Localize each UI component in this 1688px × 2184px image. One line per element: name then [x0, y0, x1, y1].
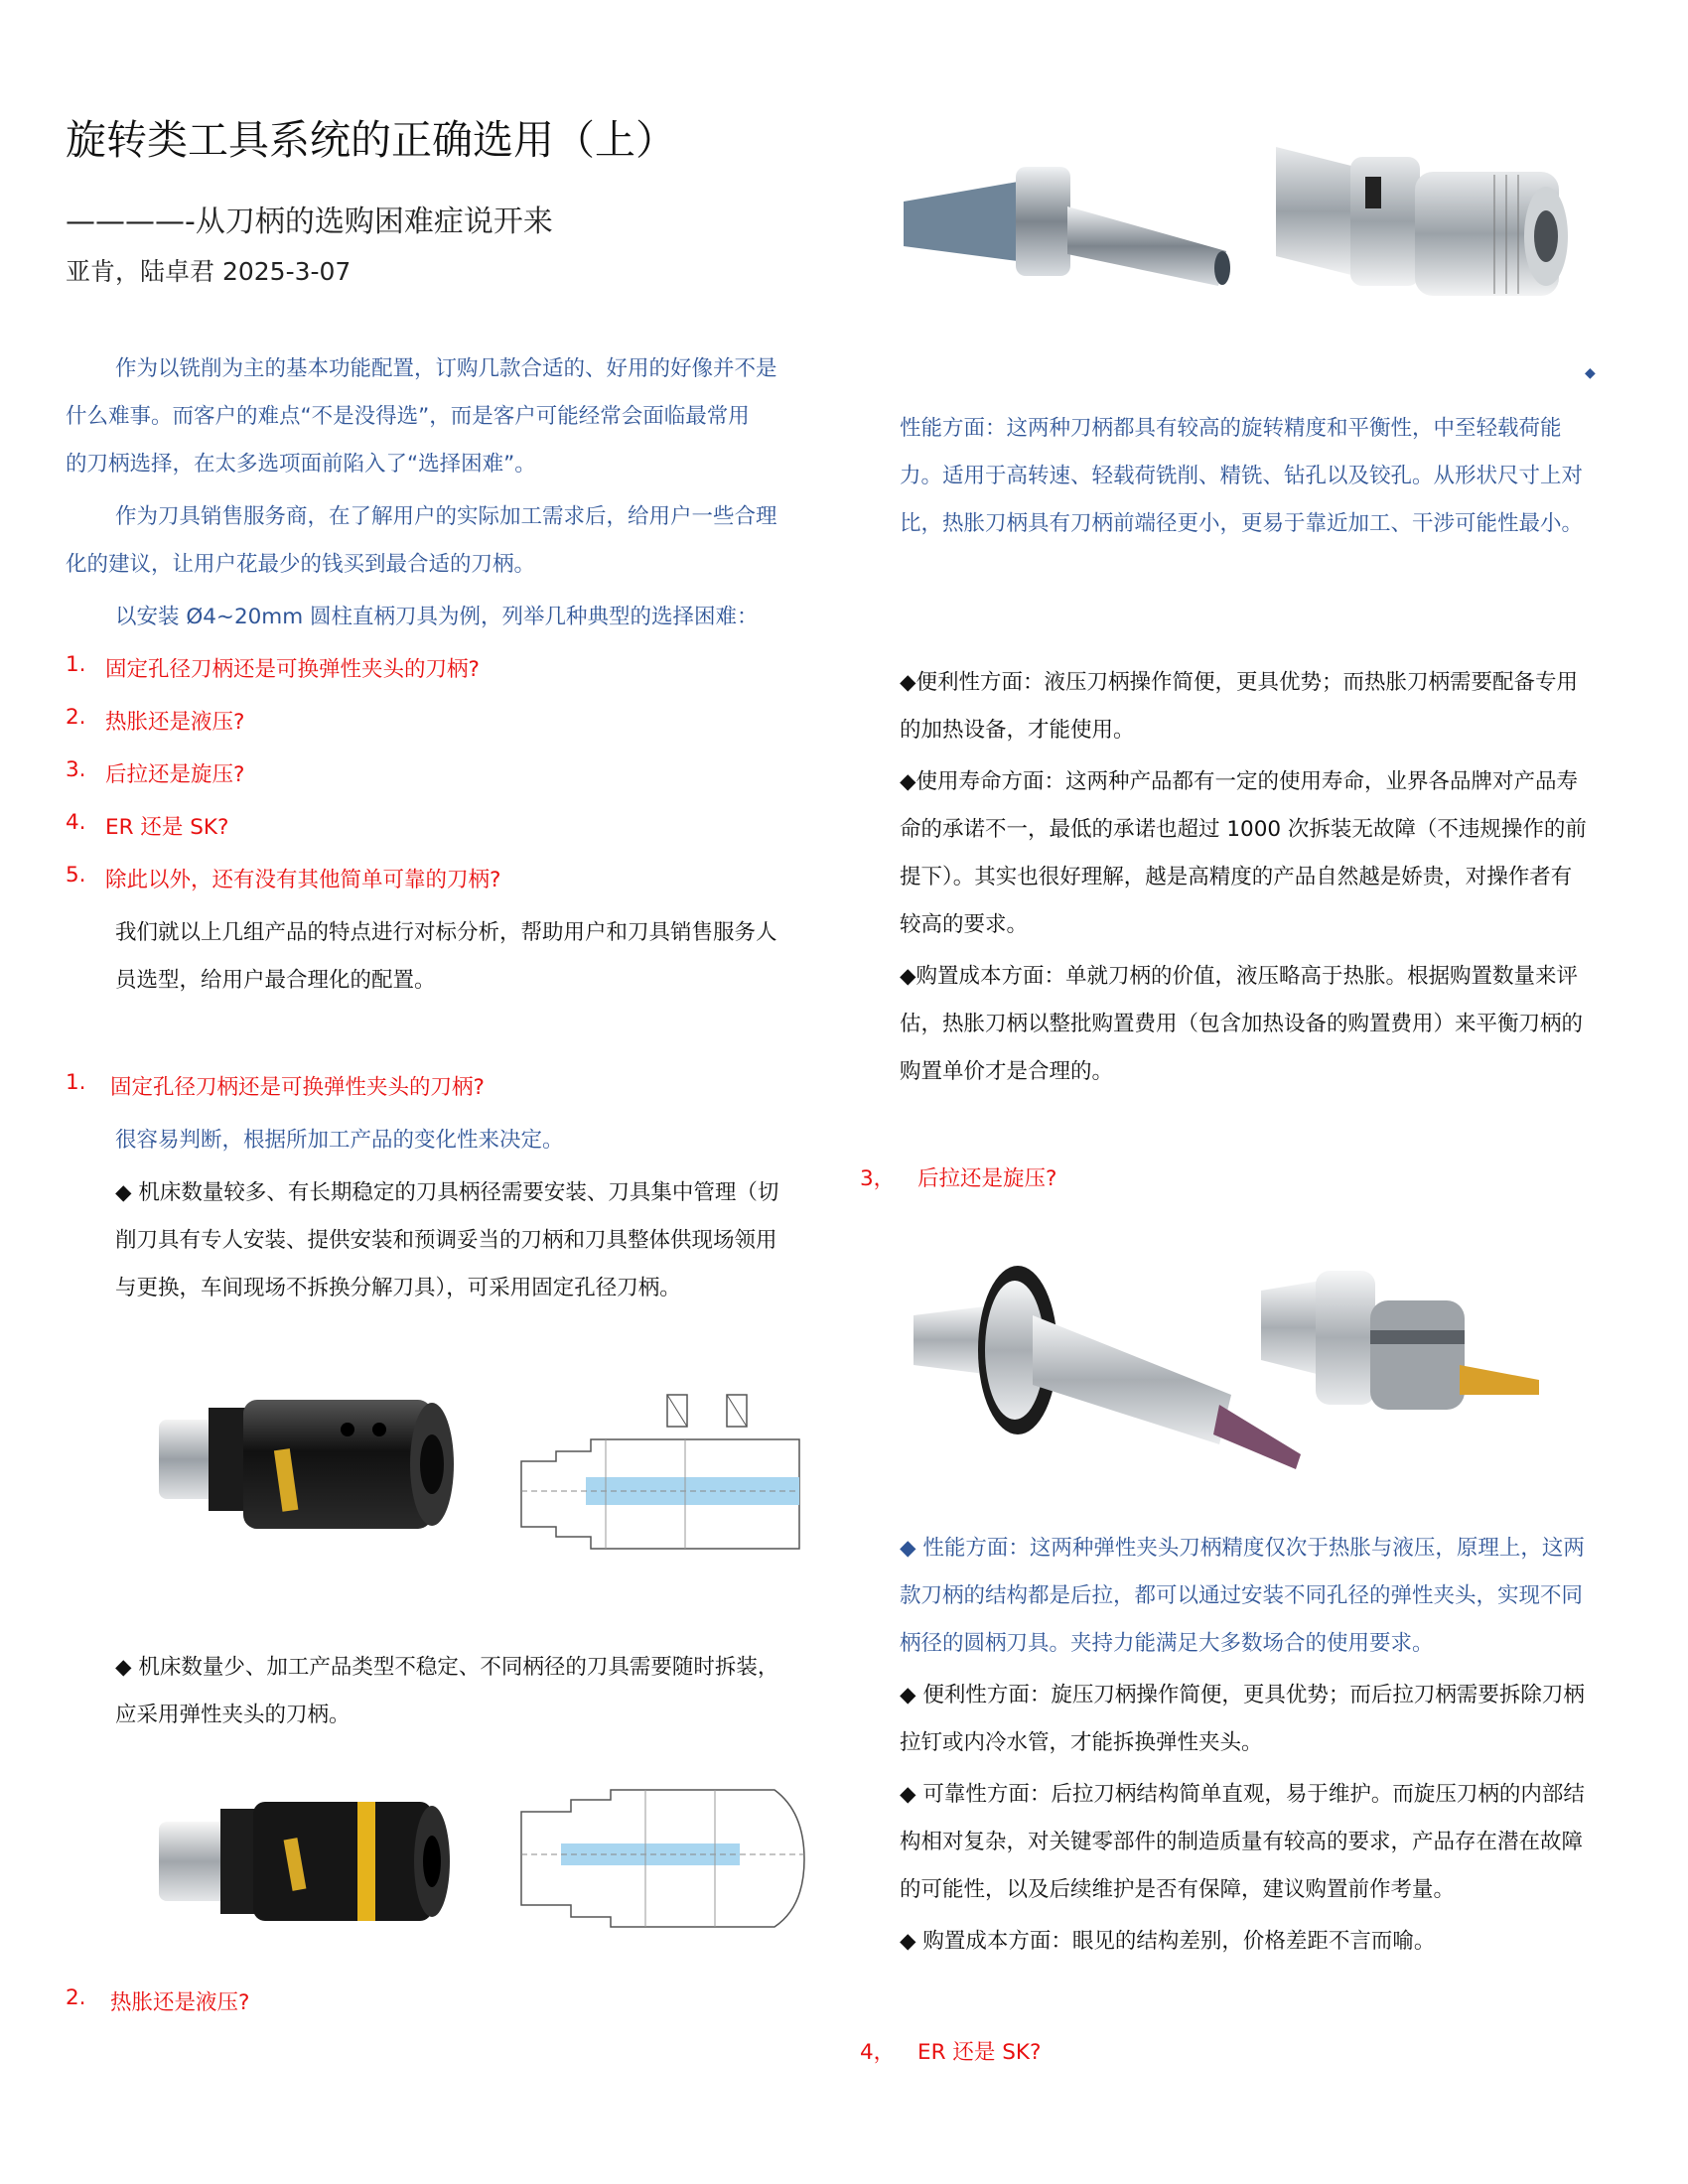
- section3-perf-line: 柄径的圆柄刀具。夹持力能满足大多数场合的使用要求。: [900, 1631, 1434, 1656]
- section2-conv-line: ◆便利性方面：液压刀柄操作简便，更具优势；而热胀刀柄需要配备专用: [900, 670, 1579, 695]
- holder-photo-pullback-spin: [904, 1256, 1599, 1484]
- intro-line: 的刀柄选择，在太多选项面前陷入了“选择困难”。: [66, 452, 536, 477]
- section3-conv-line: ◆ 便利性方面：旋压刀柄操作简便，更具优势；而后拉刀柄需要拆除刀柄: [900, 1683, 1585, 1707]
- section-number: 2.: [66, 1985, 86, 2010]
- section2-perf-line: 力。适用于高转速、轻载荷铣削、精铣、钻孔以及铰孔。从形状尺寸上对: [900, 464, 1584, 488]
- section3-perf-line: 款刀柄的结构都是后拉，都可以通过安装不同孔径的弹性夹头，实现不同: [900, 1583, 1584, 1608]
- question-number: 2.: [66, 705, 86, 730]
- section-heading: 固定孔径刀柄还是可换弹性夹头的刀柄?: [110, 1075, 485, 1100]
- section2-life-line: 较高的要求。: [900, 912, 1029, 937]
- analysis-line: 我们就以上几组产品的特点进行对标分析，帮助用户和刀具销售服务人: [115, 920, 777, 945]
- section3-perf-line: ◆ 性能方面：这两种弹性夹头刀柄精度仅次于热胀与液压，原理上，这两: [900, 1536, 1585, 1561]
- intro-line: 以安装 Ø4~20mm 圆柱直柄刀具为例，列举几种典型的选择困难：: [115, 605, 759, 629]
- section2-conv-line: 的加热设备，才能使用。: [900, 718, 1135, 743]
- question-item: 后拉还是旋压?: [105, 762, 245, 787]
- intro-line: 什么难事。而客户的难点“不是没得选”，而是客户可能经常会面临最常用: [66, 404, 750, 429]
- holder-drawing-collet: [516, 1782, 809, 1936]
- question-number: 5.: [66, 863, 86, 887]
- section-heading: ER 还是 SK?: [917, 2040, 1042, 2065]
- bullet-line: ◆ 机床数量较多、有长期稳定的刀具柄径需要安装、刀具集中管理（切: [115, 1180, 779, 1205]
- holder-photo-collet: [149, 1767, 457, 1956]
- section3-rel-line: ◆ 可靠性方面：后拉刀柄结构简单直观，易于维护。而旋压刀柄的内部结: [900, 1782, 1585, 1807]
- question-number: 4.: [66, 810, 86, 835]
- section3-cost-line: ◆ 购置成本方面：眼见的结构差别，价格差距不言而喻。: [900, 1929, 1436, 1954]
- intro-line: 作为刀具销售服务商，在了解用户的实际加工需求后，给用户一些合理: [115, 504, 777, 529]
- bullet-line: ◆ 机床数量少、加工产品类型不稳定、不同柄径的刀具需要随时拆装，: [115, 1655, 779, 1680]
- section2-life-line: 命的承诺不一，最低的承诺也超过 1000 次拆装无故障（不违规操作的前: [900, 817, 1587, 842]
- section2-diamond-marker: ◆: [1585, 365, 1596, 381]
- section2-cost-line: ◆购置成本方面：单就刀柄的价值，液压略高于热胀。根据购置数量来评: [900, 964, 1579, 989]
- bullet-line: 应采用弹性夹头的刀柄。: [115, 1703, 351, 1727]
- section-number: 3，: [860, 1166, 896, 1191]
- section3-rel-line: 构相对复杂，对关键零部件的制造质量有较高的要求，产品存在潜在故障: [900, 1830, 1584, 1854]
- section2-perf-line: 性能方面：这两种刀柄都具有较高的旋转精度和平衡性，中至轻载荷能: [900, 416, 1562, 441]
- section3-rel-line: 的可能性，以及后续维护是否有保障，建议购置前作考量。: [900, 1877, 1456, 1902]
- question-number: 3.: [66, 757, 86, 782]
- section2-cost-line: 估，热胀刀柄以整批购置费用（包含加热设备的购置费用）来平衡刀柄的: [900, 1012, 1584, 1036]
- intro-line: 化的建议，让用户花最少的钱买到最合适的刀柄。: [66, 552, 536, 577]
- section2-cost-line: 购置单价才是合理的。: [900, 1059, 1114, 1084]
- section-heading: 热胀还是液压?: [110, 1990, 250, 2015]
- question-item: 除此以外，还有没有其他简单可靠的刀柄?: [105, 868, 501, 892]
- question-item: 固定孔径刀柄还是可换弹性夹头的刀柄?: [105, 657, 480, 682]
- section-number: 1.: [66, 1070, 86, 1095]
- holder-photo-shrink-hydraulic: [899, 127, 1584, 355]
- section3-conv-line: 拉钉或内冷水管，才能拆换弹性夹头。: [900, 1730, 1263, 1755]
- analysis-line: 员选型，给用户最合理化的配置。: [115, 968, 436, 993]
- question-item: 热胀还是液压?: [105, 710, 245, 735]
- section2-life-line: ◆使用寿命方面：这两种产品都有一定的使用寿命，业界各品牌对产品寿: [900, 769, 1579, 794]
- section-intro: 很容易判断，根据所加工产品的变化性来决定。: [115, 1128, 564, 1153]
- question-item: ER 还是 SK?: [105, 815, 229, 840]
- byline: 亚肯，陆卓君 2025-3-07: [66, 257, 352, 286]
- bullet-line: 与更换，车间现场不拆换分解刀具），可采用固定孔径刀柄。: [115, 1276, 681, 1300]
- page-subtitle: ————-从刀柄的选购困难症说开来: [66, 205, 553, 239]
- section2-life-line: 提下）。其实也很好理解，越是高精度的产品自然越是娇贵，对操作者有: [900, 865, 1573, 889]
- holder-drawing-fixed-bore: [516, 1390, 804, 1569]
- intro-line: 作为以铣削为主的基本功能配置，订购几款合适的、好用的好像并不是: [115, 356, 777, 381]
- page-title: 旋转类工具系统的正确选用（上）: [66, 116, 676, 164]
- holder-photo-fixed-bore: [149, 1370, 467, 1569]
- bullet-line: 削刀具有专人安装、提供安装和预调妥当的刀柄和刀具整体供现场领用: [115, 1228, 777, 1253]
- section2-perf-line: 比，热胀刀柄具有刀柄前端径更小，更易于靠近加工、干涉可能性最小。: [900, 511, 1584, 536]
- section-number: 4，: [860, 2040, 896, 2065]
- section-heading: 后拉还是旋压?: [917, 1166, 1057, 1191]
- question-number: 1.: [66, 652, 86, 677]
